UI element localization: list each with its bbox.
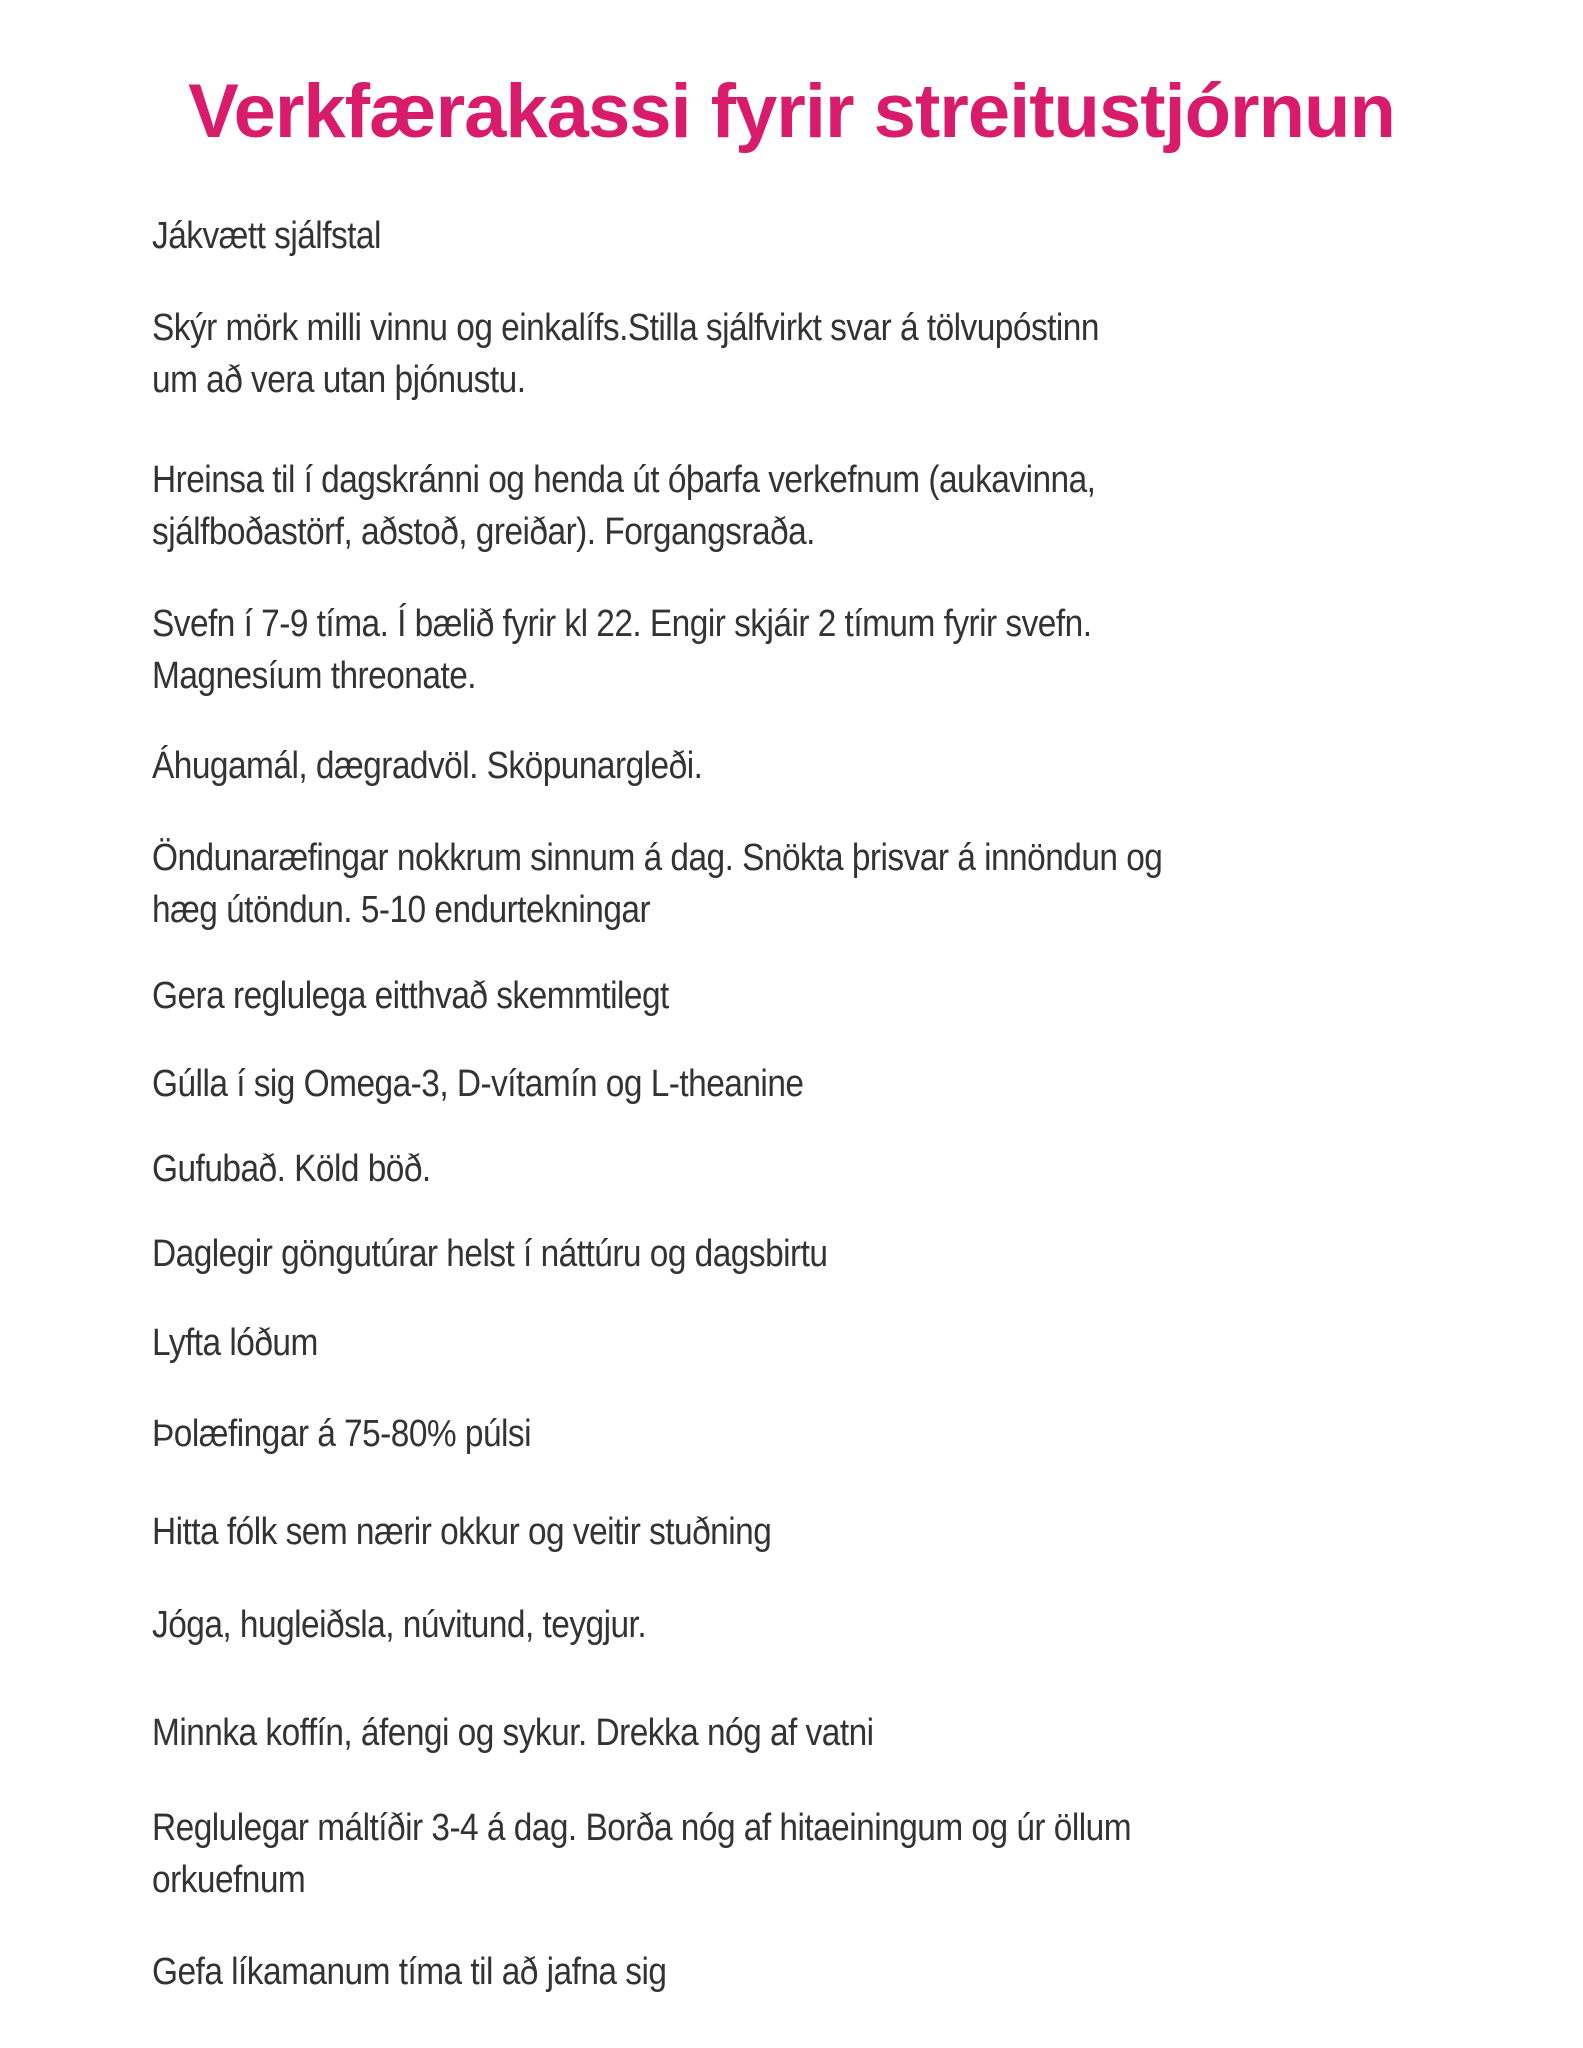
item-text-line: Hitta fólk sem nærir okkur og veitir stuðning: [152, 1511, 772, 1553]
page-title: Verkfærakassi fyrir streitustjórnun: [188, 69, 1395, 154]
list-item-regular-meals: [152, 1802, 1437, 1906]
list-item-lift-weights: [152, 1317, 1437, 1369]
item-text-line: Jákvætt sjálfstal: [152, 215, 381, 257]
list-item-breathing: [152, 832, 1437, 936]
item-text-line: hæg útöndun. 5-10 endurtekningar: [152, 889, 651, 931]
list-item-sleep: [152, 598, 1437, 702]
item-text-line: Lyfta lóðum: [152, 1322, 318, 1364]
item-text-line: orkuefnum: [152, 1859, 306, 1901]
item-text-line: Minnka koffín, áfengi og sykur. Drekka nóg af vatni: [152, 1712, 874, 1754]
item-text-line: Gera reglulega eitthvað skemmtilegt: [152, 975, 669, 1017]
list-item-yoga: [152, 1599, 1437, 1651]
list-item-social-support: [152, 1506, 1437, 1558]
item-text-line: um að vera utan þjónustu.: [152, 359, 526, 401]
item-text-line: Svefn í 7-9 tíma. Í bælið fyrir kl 22. Engir skjáir 2 tímum fyrir svefn.: [152, 603, 1092, 645]
item-text-line: Gefa líkamanum tíma til að jafna sig: [152, 1951, 667, 1993]
item-text-line: Hreinsa til í dagskránni og henda út óþarfa verkefnum (aukavinna,: [152, 459, 1096, 501]
list-item-sauna: [152, 1143, 1437, 1195]
item-text-line: sjálfboðastörf, aðstoð, greiðar). Forgangsraða.: [152, 511, 815, 553]
list-item-reduce-caffeine: [152, 1707, 1437, 1759]
item-text-line: Jóga, hugleiðsla, núvitund, teygjur.: [152, 1604, 647, 1646]
item-text-line: Magnesíum threonate.: [152, 655, 477, 697]
list-item-work-life-boundaries: [152, 302, 1437, 406]
item-text-line: Gufubað. Köld böð.: [152, 1148, 431, 1190]
list-item-hobbies: [152, 740, 1437, 792]
item-text-line: Gúlla í sig Omega-3, D-vítamín og L-theanine: [152, 1063, 804, 1105]
list-item-clear-schedule: [152, 454, 1437, 558]
item-text-line: Daglegir göngutúrar helst í náttúru og dagsbirtu: [152, 1233, 828, 1275]
item-text-line: Þolæfingar á 75-80% púlsi: [152, 1413, 532, 1455]
item-text-line: Skýr mörk milli vinnu og einkalífs.Stilla sjálfvirkt svar á tölvupóstinn: [152, 307, 1099, 349]
list-item-recovery: [152, 1946, 1437, 1998]
item-text-line: Áhugamál, dægradvöl. Sköpunargleði.: [152, 745, 703, 787]
list-item-supplements: [152, 1058, 1437, 1110]
item-text-line: Reglulegar máltíðir 3-4 á dag. Borða nóg af hitaeiningum og úr öllum: [152, 1807, 1132, 1849]
list-item-walks: [152, 1228, 1437, 1280]
list-item-cardio: [152, 1408, 1437, 1460]
list-item-fun: [152, 970, 1437, 1022]
item-text-line: Öndunaræfingar nokkrum sinnum á dag. Snökta þrisvar á innöndun og: [152, 837, 1163, 879]
list-item-positive-self-talk: [152, 210, 1437, 262]
